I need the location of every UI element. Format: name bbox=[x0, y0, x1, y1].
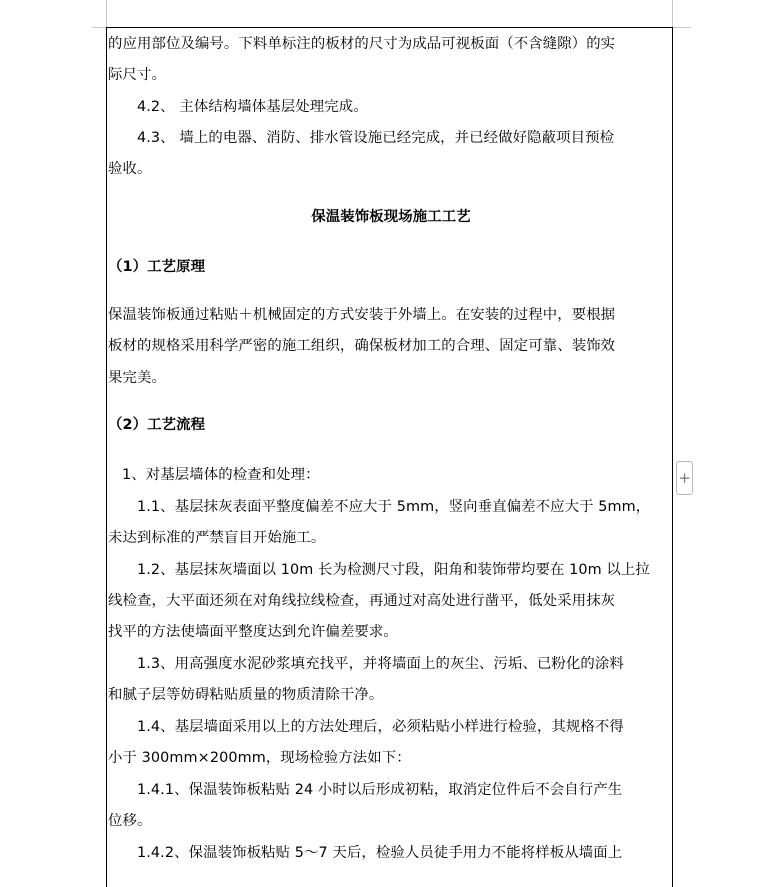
text-line: 位移。 bbox=[108, 813, 152, 829]
crop-mark-top-right-vertical bbox=[672, 0, 673, 28]
section-title: 保温装饰板现场施工工艺 bbox=[311, 209, 471, 225]
text-line: 4.3、 墙上的电器、消防、排水管设施已经完成，并已经做好隐蔽项目预检 bbox=[137, 130, 615, 146]
crop-mark-top-left bbox=[92, 27, 106, 28]
text-line: 验收。 bbox=[108, 161, 152, 177]
crop-mark-top-left-vertical bbox=[106, 0, 107, 28]
text-line: 和腻子层等妨碍粘贴质量的物质清除干净。 bbox=[108, 687, 384, 703]
text-line: 找平的方法使墙面平整度达到允许偏差要求。 bbox=[108, 624, 398, 640]
text-line: 线检查，大平面还须在对角线拉线检查，再通过对高处进行凿平，低处采用抹灰 bbox=[108, 593, 616, 609]
text-line: 1.4.1、保温装饰板粘贴 24 小时以后形成初粘，取消定位件后不会自行产生 bbox=[137, 782, 623, 798]
text-line: 保温装饰板通过粘贴＋机械固定的方式安装于外墙上。在安装的过程中，要根据 bbox=[108, 307, 616, 323]
section-heading: （2）工艺流程 bbox=[108, 417, 206, 433]
section-heading: （1）工艺原理 bbox=[108, 259, 206, 275]
text-line: 4.2、 主体结构墙体基层处理完成。 bbox=[137, 99, 368, 115]
text-line: 1.3、用高强度水泥砂浆填充找平，并将墙面上的灰尘、污垢、已粉化的涂料 bbox=[137, 656, 624, 672]
text-line: 未达到标准的严禁盲目开始施工。 bbox=[108, 530, 326, 546]
text-line: 际尺寸。 bbox=[108, 67, 166, 83]
text-line: 1.1、基层抹灰表面平整度偏差不应大于 5mm，竖向垂直偏差不应大于 5mm， bbox=[137, 499, 651, 515]
text-line: 板材的规格采用科学严密的施工组织，确保板材加工的合理、固定可靠、装饰效 bbox=[108, 338, 616, 354]
text-line: 小于 300mm×200mm，现场检验方法如下： bbox=[108, 750, 411, 766]
add-row-button[interactable]: + bbox=[676, 461, 693, 495]
text-line: 1.2、基层抹灰墙面以 10m 长为检测尺寸段，阳角和装饰带均要在 10m 以上拉 bbox=[137, 562, 650, 578]
text-line: 的应用部位及编号。下料单标注的板材的尺寸为成品可视板面（不含缝隙）的实 bbox=[108, 36, 616, 52]
text-line: 果完美。 bbox=[108, 370, 166, 386]
text-line: 1、对基层墙体的检查和处理： bbox=[122, 467, 320, 483]
crop-mark-top-right bbox=[673, 27, 691, 28]
text-line: 1.4、基层墙面采用以上的方法处理后，必须粘贴小样进行检验，其规格不得 bbox=[137, 719, 624, 735]
text-line: 1.4.2、保温装饰板粘贴 5～7 天后，检验人员徒手用力不能将样板从墙面上 bbox=[137, 845, 623, 861]
